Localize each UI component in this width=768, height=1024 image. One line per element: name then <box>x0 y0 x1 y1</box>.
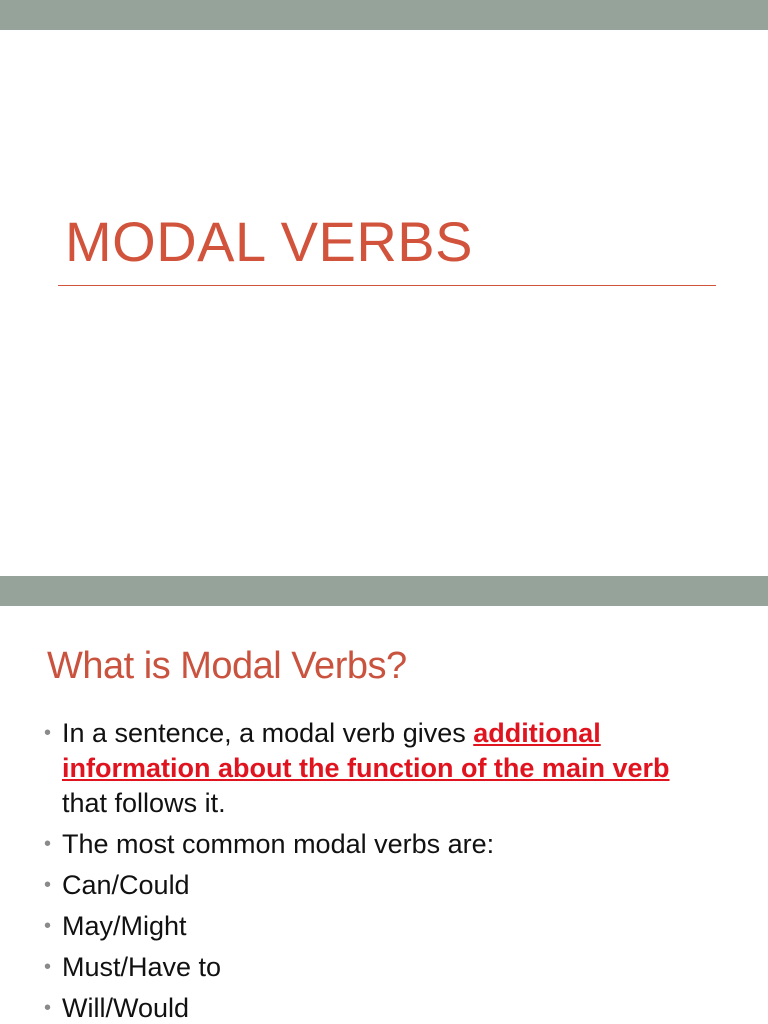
bullet-item <box>44 868 684 903</box>
bullet-dot-icon: • <box>44 915 52 937</box>
bullet-item <box>44 950 684 985</box>
bullet-text: Must/Have to <box>62 952 222 982</box>
title-underline-rule <box>58 285 716 286</box>
bullet-list <box>44 716 684 1024</box>
bullet-dot-icon: • <box>44 722 52 744</box>
bullet-item <box>44 991 684 1024</box>
bullet-item <box>44 716 684 821</box>
bullet-text-post: that follows it. <box>62 788 226 818</box>
slide-separator-top <box>0 0 768 30</box>
title-slide <box>0 30 768 576</box>
bullet-text: Can/Could <box>62 870 190 900</box>
bullet-item <box>44 909 684 944</box>
bullet-dot-icon: • <box>44 956 52 978</box>
bullet-item <box>44 827 684 862</box>
bullet-dot-icon: • <box>44 833 52 855</box>
bullet-text: May/Might <box>62 911 187 941</box>
content-slide <box>0 606 768 1024</box>
bullet-text: Will/Would <box>62 993 190 1023</box>
bullet-text-pre: In a sentence, a modal verb gives <box>62 718 474 748</box>
slide-separator <box>0 576 768 606</box>
bullet-dot-icon: • <box>44 997 52 1019</box>
bullet-text: The most common modal verbs are: <box>62 829 495 859</box>
bullet-dot-icon: • <box>44 874 52 896</box>
slide-title: MODAL VERBS <box>65 210 473 273</box>
emphasis-text: additional information about the function of the main verb <box>62 718 670 783</box>
slide-heading: What is Modal Verbs? <box>47 645 407 687</box>
